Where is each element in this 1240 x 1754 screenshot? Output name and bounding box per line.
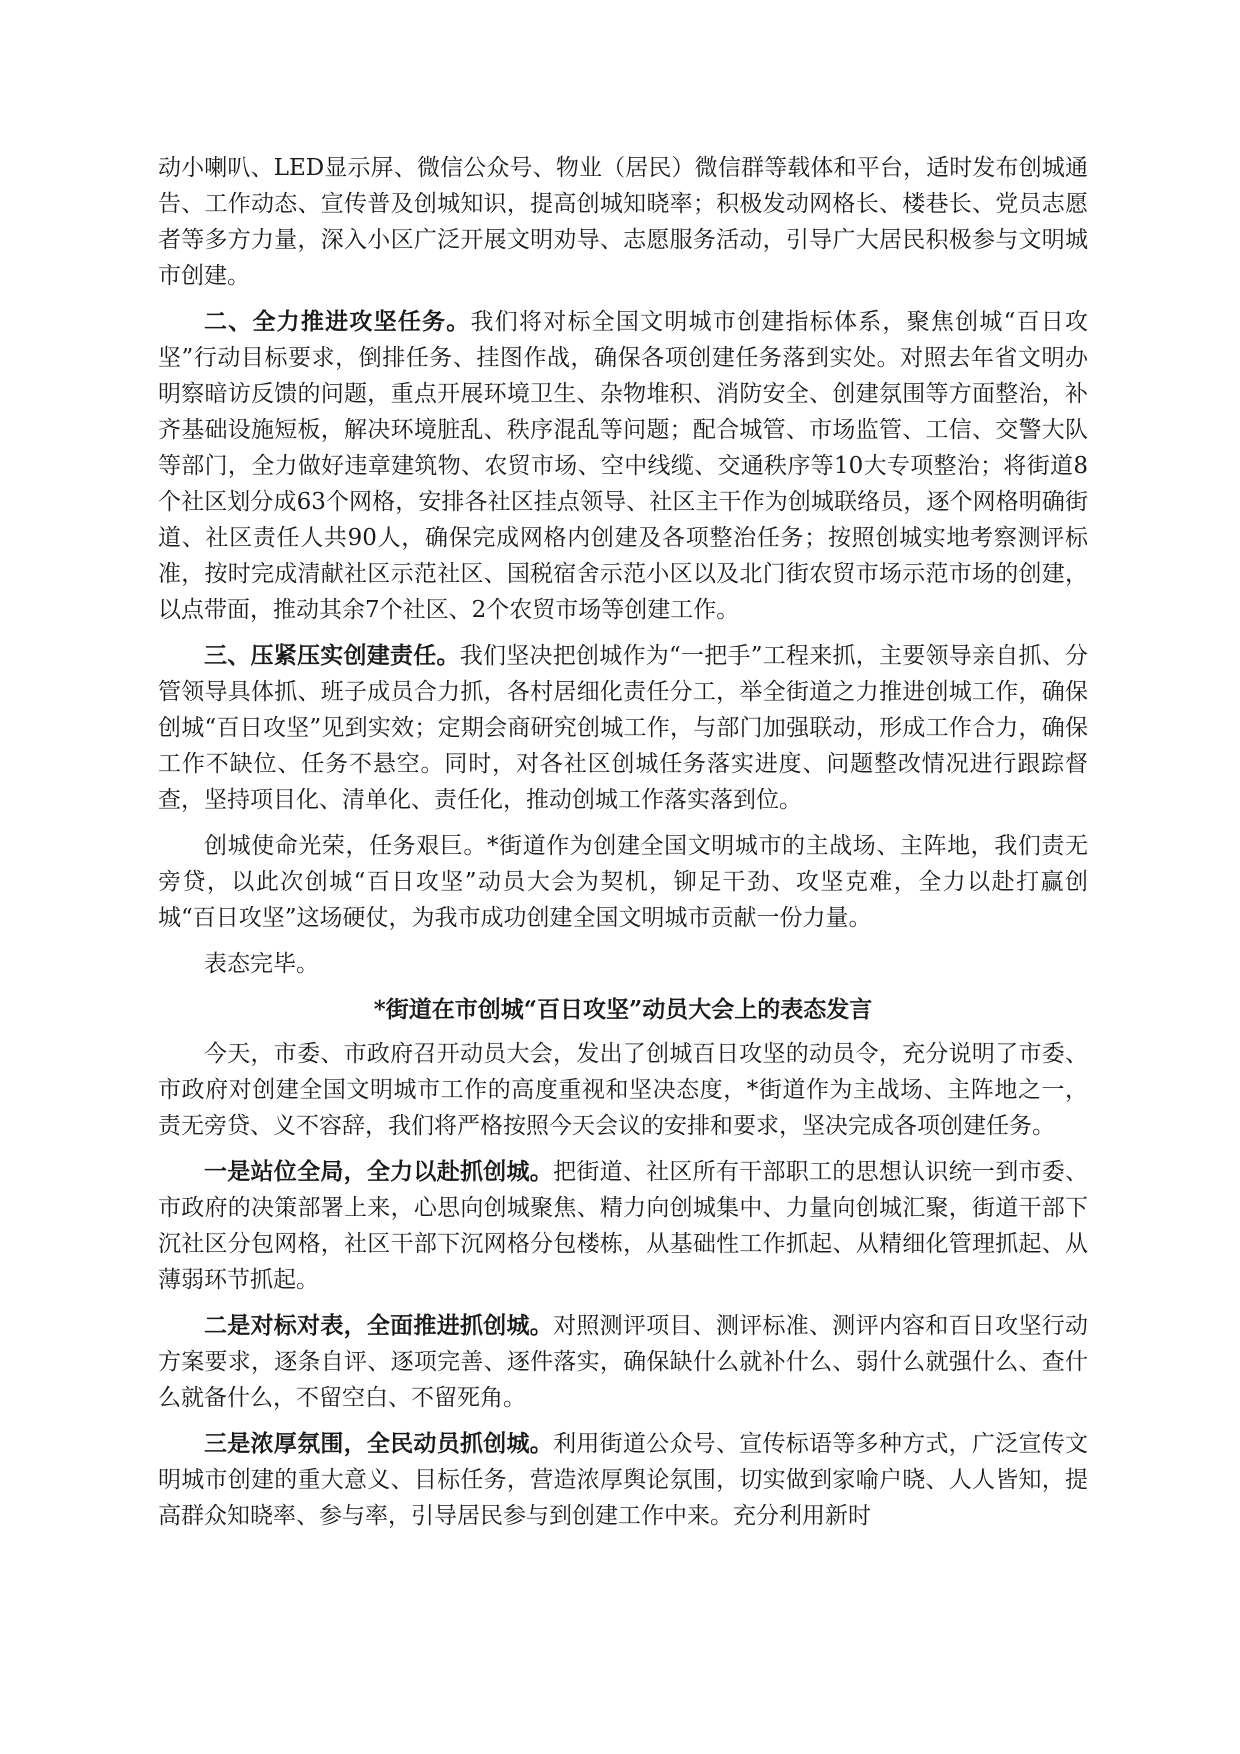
paragraph-task-2 (158, 304, 1088, 628)
paragraph-continuation: 动小喇叭、LED显示屏、微信公众号、物业（居民）微信群等载体和平台，适时发布创城通告、工作动态、宣传普及创城知识，提高创城知晓率；积极发动网格长、楼巷长、党员志愿者等多方力量，深入小区广泛开展文明劝导、志愿服务活动，引导广大居民积极参与文明城市创建。 (158, 155, 1088, 289)
paragraph-closing: 表态完毕。 (204, 951, 319, 977)
point-heading-2: 二是对标对表，全面推进抓创城。 (204, 1312, 554, 1339)
speech-title: *街道在市创城“百日攻坚”动员大会上的表态发言 (373, 996, 873, 1023)
paragraph-body: 利用街道公众号、宣传标语等多种方式，广泛宣传文明城市创建的重大意义、目标任务，营造浓厚舆论氛围，切实做到家喻户晓、人人皆知，提高群众知晓率、参与率，引导居民参与到创建工作中来。充分利用新时 (158, 1431, 1089, 1529)
paragraph-conclusion: 创城使命光荣，任务艰巨。*街道作为创建全国文明城市的主战场、主阵地，我们责无旁贷，以此次创城“百日攻坚”动员大会为契机，铆足干劲、攻坚克难，全力以赴打赢创城“百日攻坚”这场硬仗，为我市成功创建全国文明城市贡献一份力量。 (158, 833, 1088, 931)
paragraph-intro: 今天，市委、市政府召开动员大会，发出了创城百日攻坚的动员令，充分说明了市委、市政府对创建全国文明城市工作的高度重视和坚决态度，*街道作为主战场、主阵地之一，责无旁贷、义不容辞，我们将严格按照今天会议的安排和要求，坚决完成各项创建任务。 (158, 1041, 1088, 1139)
paragraph-body: 对照测评项目、测评标准、测评内容和百日攻坚行动方案要求，逐条自评、逐项完善、逐件落实，确保缺什么就补什么、弱什么就强什么、查什么就备什么，不留空白、不留死角。 (158, 1313, 1089, 1411)
section-heading-3: 三、压紧压实创建责任。 (204, 642, 460, 669)
paragraph-body: 我们坚决把创城作为“一把手”工程来抓，主要领导亲自抓、分管领导具体抓、班子成员合力抓，各村居细化责任分工，举全街道之力推进创城工作，确保创城“百日攻坚”见到实效；定期会商研究创城工作，与部门加强联动，形成工作合力，确保工作不缺位、任务不悬空。同时，对各社区创城任务落实进度、问题整改情况进行跟踪督查，坚持项目化、清单化、责任化，推动创城工作落实落到位。 (158, 643, 1088, 813)
paragraph-point-3 (158, 1426, 1088, 1534)
paragraph-task-3 (158, 638, 1088, 818)
document-page (158, 150, 1088, 1544)
paragraph-body: 我们将对标全国文明城市创建指标体系，聚焦创城“百日攻坚”行动目标要求，倒排任务、挂图作战，确保各项创建任务落到实处。对照去年省文明办明察暗访反馈的问题，重点开展环境卫生、杂物堆积、消防安全、创建氛围等方面整治，补齐基础设施短板，解决环境脏乱、秩序混乱等问题；配合城管、市场监管、工信、交警大队等部门，全力做好违章建筑物、农贸市场、空中线缆、交通秩序等10大专项整治；将街道8个社区划分成63个网格，安排各社区挂点领导、社区主干作为创城联络员，逐个网格明确街道、社区责任人共90人，确保完成网格内创建及各项整治任务；按照创城实地考察测评标准，按时完成清献社区示范社区、国税宿舍示范小区以及北门街农贸市场示范市场的创建，以点带面，推动其余7个社区、2个农贸市场等创建工作。 (158, 309, 1089, 623)
point-heading-3: 三是浓厚氛围，全民动员抓创城。 (204, 1430, 554, 1457)
point-heading-1: 一是站位全局，全力以赴抓创城。 (204, 1158, 554, 1185)
section-heading-2: 二、全力推进攻坚任务。 (204, 308, 471, 335)
paragraph-body: 把街道、社区所有干部职工的思想认识统一到市委、市政府的决策部署上来，心思向创城聚焦、精力向创城集中、力量向创城汇聚，街道干部下沉社区分包网格，社区干部下沉网格分包楼栋，从基础性工作抓起、从精细化管理抓起、从薄弱环节抓起。 (158, 1159, 1089, 1293)
paragraph-point-1 (158, 1154, 1088, 1298)
paragraph-point-2 (158, 1308, 1088, 1416)
